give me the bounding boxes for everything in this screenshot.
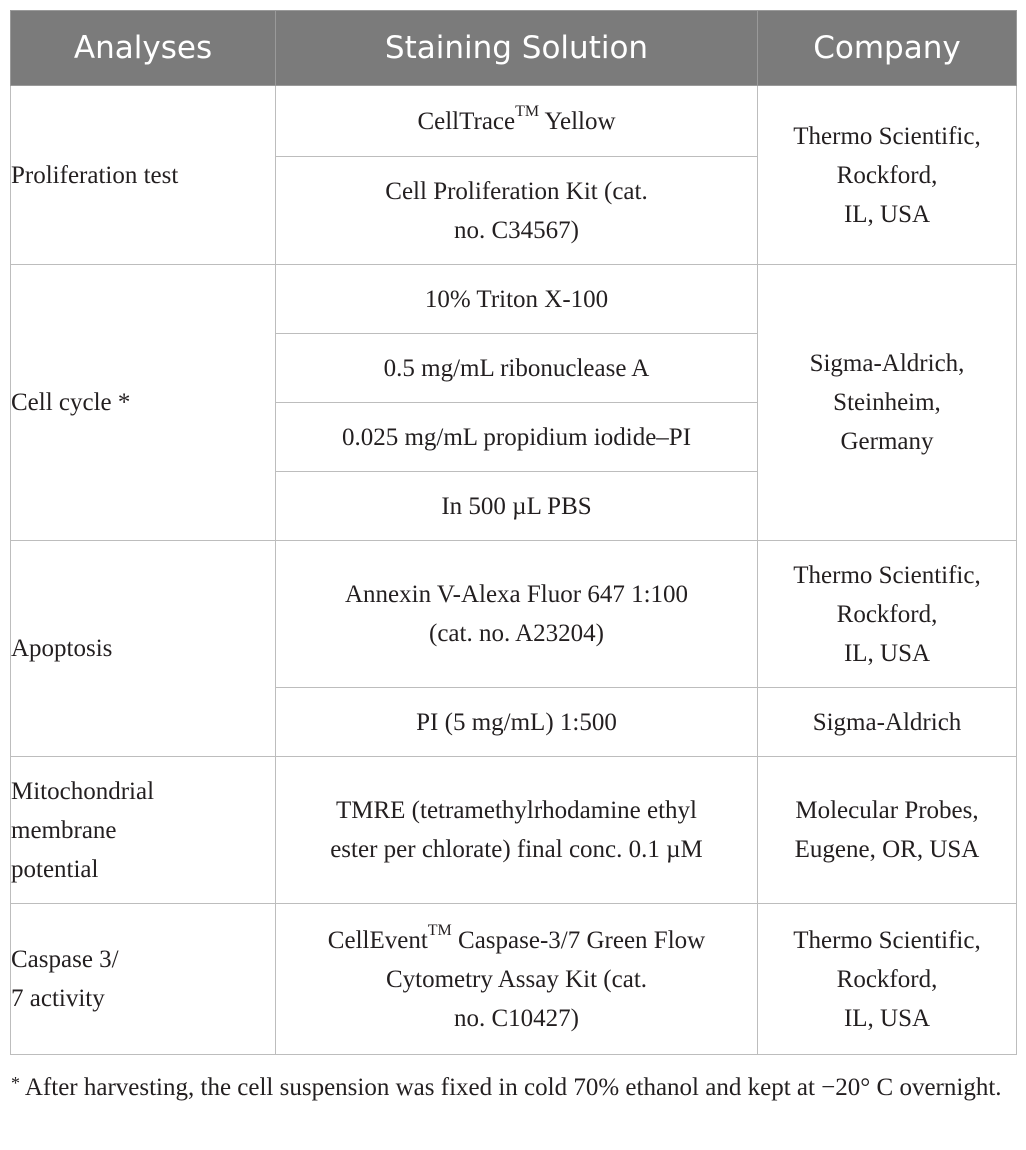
- trademark-superscript: TM: [515, 103, 540, 121]
- table-row: [11, 757, 1017, 904]
- solution-cell: TMRE (tetramethylrhodamine ethyl ester per chlorate) final conc. 0.1 µM: [276, 757, 758, 904]
- footnote-marker: *: [11, 1073, 20, 1093]
- analysis-cell: Mitochondrial membrane potential: [11, 757, 276, 904]
- table-row: [11, 86, 1017, 157]
- solution-cell: Cell Proliferation Kit (cat. no. C34567): [276, 157, 758, 265]
- table-footnote: [11, 1070, 1015, 1107]
- company-cell: Thermo Scientific, Rockford, IL, USA: [758, 86, 1017, 265]
- solution-text: CellTrace: [417, 107, 516, 135]
- table-header-row: [11, 11, 1017, 86]
- table-row: [11, 265, 1017, 334]
- solution-cell: 10% Triton X-100: [276, 265, 758, 334]
- analysis-cell: Caspase 3/ 7 activity: [11, 904, 276, 1055]
- company-cell: Sigma-Aldrich: [758, 688, 1017, 757]
- header-analyses: Analyses: [11, 11, 276, 86]
- analysis-cell: Proliferation test: [11, 86, 276, 265]
- solution-cell: 0.5 mg/mL ribonuclease A: [276, 334, 758, 403]
- solution-text: CellEvent: [327, 926, 428, 954]
- solution-cell: Annexin V-Alexa Fluor 647 1:100 (cat. no. A23204): [276, 541, 758, 688]
- staining-table: [10, 10, 1017, 1055]
- analysis-cell: Cell cycle *: [11, 265, 276, 541]
- table-row: [11, 904, 1017, 1055]
- solution-text-rest: Caspase-3/7 Green Flow Cytometry Assay Kit (cat. no. C10427): [385, 926, 706, 1032]
- table-row: [11, 541, 1017, 688]
- solution-cell: [276, 904, 758, 1055]
- solution-text-rest: Yellow: [539, 107, 616, 135]
- solution-cell: PI (5 mg/mL) 1:500: [276, 688, 758, 757]
- header-staining-solution: Staining Solution: [276, 11, 758, 86]
- company-cell: Thermo Scientific, Rockford, IL, USA: [758, 541, 1017, 688]
- solution-cell: 0.025 mg/mL propidium iodide–PI: [276, 403, 758, 472]
- solution-cell: [276, 86, 758, 157]
- analysis-cell: Apoptosis: [11, 541, 276, 757]
- company-cell: Molecular Probes, Eugene, OR, USA: [758, 757, 1017, 904]
- company-cell: Thermo Scientific, Rockford, IL, USA: [758, 904, 1017, 1055]
- header-company: Company: [758, 11, 1017, 86]
- trademark-superscript: TM: [427, 922, 452, 940]
- company-cell: Sigma-Aldrich, Steinheim, Germany: [758, 265, 1017, 541]
- solution-cell: In 500 µL PBS: [276, 472, 758, 541]
- footnote-text: After harvesting, the cell suspension was fixed in cold 70% ethanol and kept at −20° C overnight.: [20, 1074, 1002, 1101]
